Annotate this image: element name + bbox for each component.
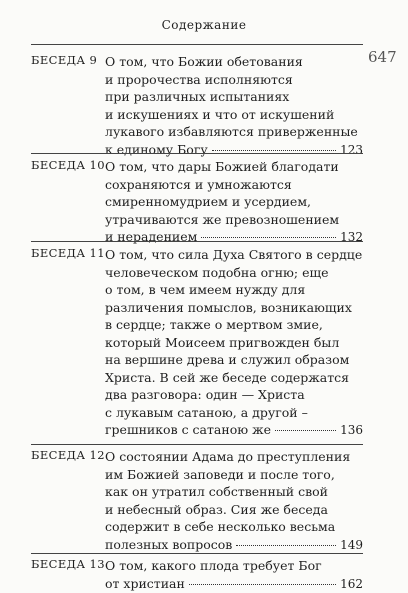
entry-label: БЕСЕДА 12 [31,448,105,462]
entry-line: грешников с сатаною же [105,421,271,439]
leader-dots [212,150,336,151]
divider [31,44,363,45]
entry-label: БЕСЕДА 13 [31,557,105,571]
entry-line: человеческом подобна огню; еще [105,264,363,282]
entry-line: О состоянии Адама до преступления [105,448,363,466]
entry-page: 132 [340,229,363,247]
entry-page: 149 [340,537,363,555]
entry-label: БЕСЕДА 11 [31,246,105,260]
entry-line: и небесный образ. Сия же беседа [105,501,363,519]
leader-dots [275,430,336,431]
entry-last-line [105,228,363,246]
leader-dots [236,545,336,546]
entry-line: два разговора: один — Христа [105,386,363,404]
entry-line: как он утратил собственный свой [105,483,363,501]
entry-text [105,557,363,592]
entry-line: О том, что Божии обетования [105,53,363,71]
page-number: 647 [368,48,397,66]
entry-label: БЕСЕДА 9 [31,53,97,67]
entry-line: О том, какого плода требует Бог [105,557,363,575]
entry-line: с лукавым сатаною, а другой – [105,404,363,422]
entry-line: к единому Богу [105,141,208,159]
entry-text [105,158,363,246]
entry-line: им Божией заповеди и после того, [105,466,363,484]
entry-last-line [105,141,363,159]
entry-line: от христиан [105,575,185,593]
entry-line: О том, что сила Духа Святого в сердце [105,246,363,264]
entry-line: в сердце; также о мертвом змие, [105,316,363,334]
entry-text [105,246,363,439]
divider [31,153,363,154]
page-title: Содержание [0,18,408,32]
entry-line: на вершине древа и служил образом [105,351,363,369]
entry-line: содержит в себе несколько весьма [105,518,363,536]
entry-line: сохраняются и умножаются [105,176,363,194]
divider [31,553,363,554]
entry-page: 136 [340,422,363,440]
entry-text [105,53,363,158]
entry-page: 123 [340,142,363,160]
leader-dots [201,237,336,238]
entry-last-line [105,536,363,554]
entry-last-line [105,575,363,593]
entry-line: О том, что дары Божией благодати [105,158,363,176]
entry-last-line [105,421,363,439]
entry-label: БЕСЕДА 10 [31,158,105,172]
entry-line: Христа. В сей же беседе содержатся [105,369,363,387]
entry-line: и пророчества исполняются [105,71,363,89]
leader-dots [189,584,336,585]
entry-line: о том, в чем имеем нужду для [105,281,363,299]
entry-line: и искушениях и что от искушений [105,106,363,124]
entry-text [105,448,363,553]
entry-line: смиренномудрием и усердием, [105,193,363,211]
entry-line: различения помыслов, возникающих [105,299,363,317]
entry-line: полезных вопросов [105,536,232,554]
entry-page: 162 [340,576,363,593]
entry-line: и нерадением [105,228,197,246]
entry-line: лукавого избавляются приверженные [105,123,363,141]
divider [31,444,363,445]
entry-line: утрачиваются же превозношением [105,211,363,229]
entry-line: который Моисеем пригвожден был [105,334,363,352]
entry-line: при различных испытаниях [105,88,363,106]
divider [31,241,363,242]
